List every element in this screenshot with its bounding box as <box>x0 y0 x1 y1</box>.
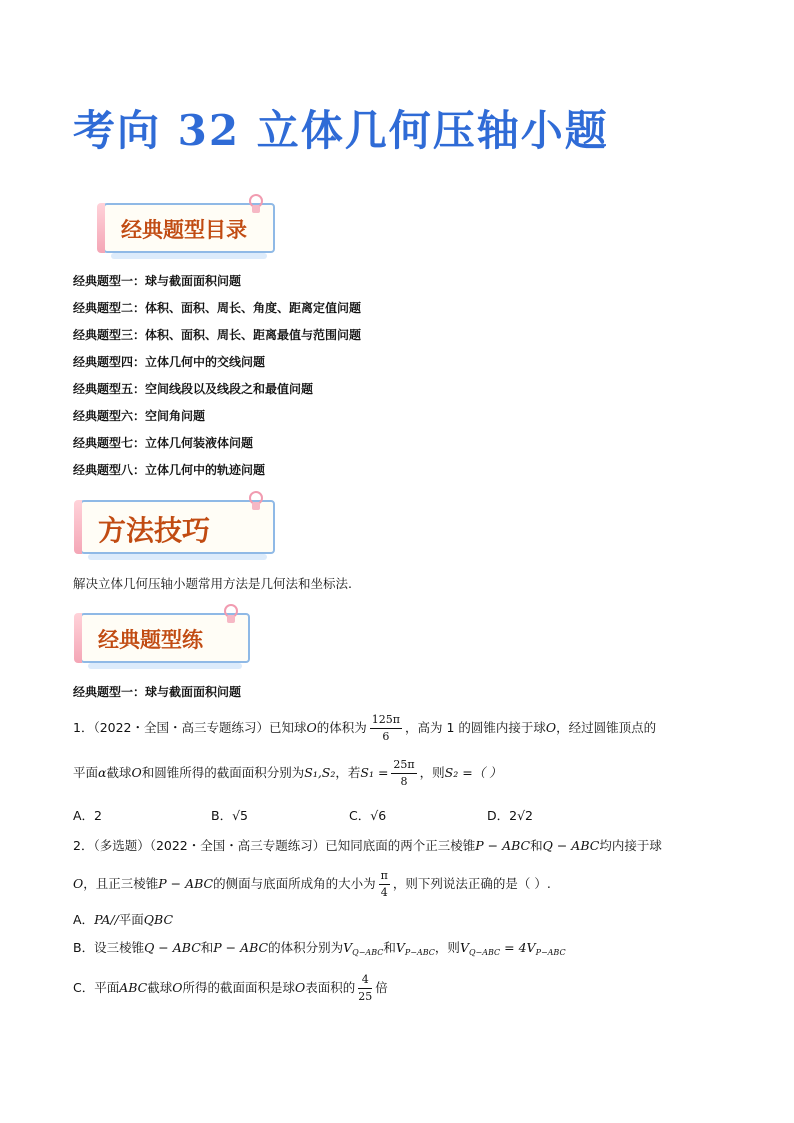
q1-text: ，若 <box>335 765 361 780</box>
q2-text: A． <box>73 912 95 927</box>
option-b: B．√5 <box>211 808 248 823</box>
math-var: P − ABC <box>475 838 531 853</box>
toc-item: 经典题型二：体积、面积、周长、角度、距离定值问题 <box>73 301 362 315</box>
fraction-denominator: 4 <box>380 886 388 899</box>
question-2-option-b <box>73 938 566 957</box>
q2-text: ，且正三棱锥 <box>83 876 159 891</box>
q2-text: 和 <box>383 940 396 955</box>
option-a: A．2 <box>73 808 103 823</box>
catalog-banner <box>103 203 275 253</box>
math-var: S₁ = <box>360 765 389 780</box>
fraction-denominator: 8 <box>400 775 408 788</box>
toc-item: 经典题型四：立体几何中的交线问题 <box>73 355 266 369</box>
q2-text: 和 <box>530 838 543 853</box>
q2-text: 倍 <box>375 980 388 995</box>
q1-text: 截球 <box>106 765 132 780</box>
practice-banner-label: 经典题型练 <box>98 627 203 652</box>
toc-item: 经典题型五：空间线段以及线段之和最值问题 <box>73 382 314 396</box>
math-var: P − ABC <box>158 876 214 891</box>
math-subscript: P−ABC <box>535 948 566 957</box>
math-var: S₁,S₂ <box>304 765 336 780</box>
math-var: V <box>343 940 353 955</box>
question-1-line-1 <box>73 712 656 745</box>
toc-item: 经典题型三：体积、面积、周长、距离最值与范围问题 <box>73 328 362 342</box>
q2-text: ，则 <box>434 940 460 955</box>
math-var: = 4V <box>500 940 536 955</box>
q2-text: 表面积的 <box>305 980 356 995</box>
fraction <box>391 757 416 790</box>
q2-text: 均内接于球 <box>599 838 662 853</box>
q2-text: 平面 <box>118 912 144 927</box>
paperclip-icon <box>245 490 267 512</box>
math-var: O <box>172 980 183 995</box>
math-var: S₂ =（ ） <box>444 765 502 780</box>
math-var: Q − ABC <box>144 940 201 955</box>
math-var: ABC <box>119 980 148 995</box>
question-2-line-2 <box>73 868 551 901</box>
q1-text: 1．（2022・全国・高三专题练习）已知球 <box>73 720 307 735</box>
math-var: O <box>131 765 142 780</box>
q2-text: ，则下列说法正确的是（ ）. <box>392 876 551 891</box>
catalog-banner-label: 经典题型目录 <box>121 217 247 242</box>
q1-text: 和圆锥所得的截面面积分别为 <box>141 765 305 780</box>
math-var: Q − ABC <box>542 838 600 853</box>
math-subscript: P−ABC <box>404 948 435 957</box>
q1-text: 平面 <box>73 765 99 780</box>
math-var: QBC <box>143 912 174 927</box>
paperclip-icon <box>220 603 242 625</box>
fraction <box>379 868 390 901</box>
q1-text: ，则 <box>419 765 445 780</box>
method-banner <box>80 500 275 554</box>
q2-text: 的体积分别为 <box>268 940 344 955</box>
method-banner-label: 方法技巧 <box>98 514 211 547</box>
toc-list <box>73 268 361 484</box>
q2-text: 所得的截面面积是球 <box>182 980 296 995</box>
section-heading: 经典题型一：球与截面面积问题 <box>73 685 242 699</box>
q2-text: 和 <box>200 940 214 955</box>
math-var: PA// <box>94 912 119 927</box>
math-var: V <box>395 940 405 955</box>
q2-text: B．设三棱锥 <box>73 940 145 955</box>
question-2-line-1 <box>73 836 662 854</box>
math-var: O <box>545 720 557 735</box>
fraction-denominator: 6 <box>382 730 390 743</box>
question-2-option-a <box>73 910 173 928</box>
math-var: V <box>459 940 469 955</box>
q2-text: 截球 <box>147 980 173 995</box>
toc-item: 经典题型一：球与截面面积问题 <box>73 274 242 288</box>
math-var: α <box>98 765 107 780</box>
page-title: 考向 32 立体几何压轴小题 <box>73 106 609 155</box>
math-var: O <box>295 980 306 995</box>
q2-text: 2．（多选题）（2022・全国・高三专题练习）已知同底面的两个正三棱锥 <box>73 838 476 853</box>
fraction <box>358 972 372 1005</box>
q1-text: 的体积为 <box>316 720 367 735</box>
q1-text: ，高为 1 的圆锥内接于球 <box>405 720 546 735</box>
paperclip-icon <box>245 193 267 215</box>
q2-text: C．平面 <box>73 980 120 995</box>
q2-text: 的侧面与底面所成角的大小为 <box>213 876 376 891</box>
fraction-numerator: π <box>379 868 390 885</box>
toc-item: 经典题型八：立体几何中的轨迹问题 <box>73 463 266 477</box>
fraction-numerator: 125π <box>370 712 402 729</box>
math-var: O <box>73 876 84 891</box>
math-var: O <box>306 720 317 735</box>
fraction-numerator: 25π <box>391 757 416 774</box>
practice-banner <box>80 613 250 663</box>
fraction-numerator: 4 <box>358 972 372 989</box>
toc-item: 经典题型七：立体几何装液体问题 <box>73 436 254 450</box>
fraction <box>370 712 402 745</box>
math-subscript: Q−ABC <box>468 948 501 957</box>
question-2-option-c <box>73 972 388 1005</box>
option-d: D．2√2 <box>487 808 533 823</box>
math-var: P − ABC <box>213 940 269 955</box>
method-text: 解决立体几何压轴小题常用方法是几何法和坐标法. <box>73 576 352 591</box>
math-subscript: Q−ABC <box>352 948 384 957</box>
toc-item: 经典题型六：空间角问题 <box>73 409 206 423</box>
fraction-denominator: 25 <box>358 990 373 1003</box>
q1-text: ，经过圆锥顶点的 <box>556 720 657 735</box>
option-c: C．√6 <box>349 808 387 823</box>
question-1-line-2 <box>73 757 502 790</box>
